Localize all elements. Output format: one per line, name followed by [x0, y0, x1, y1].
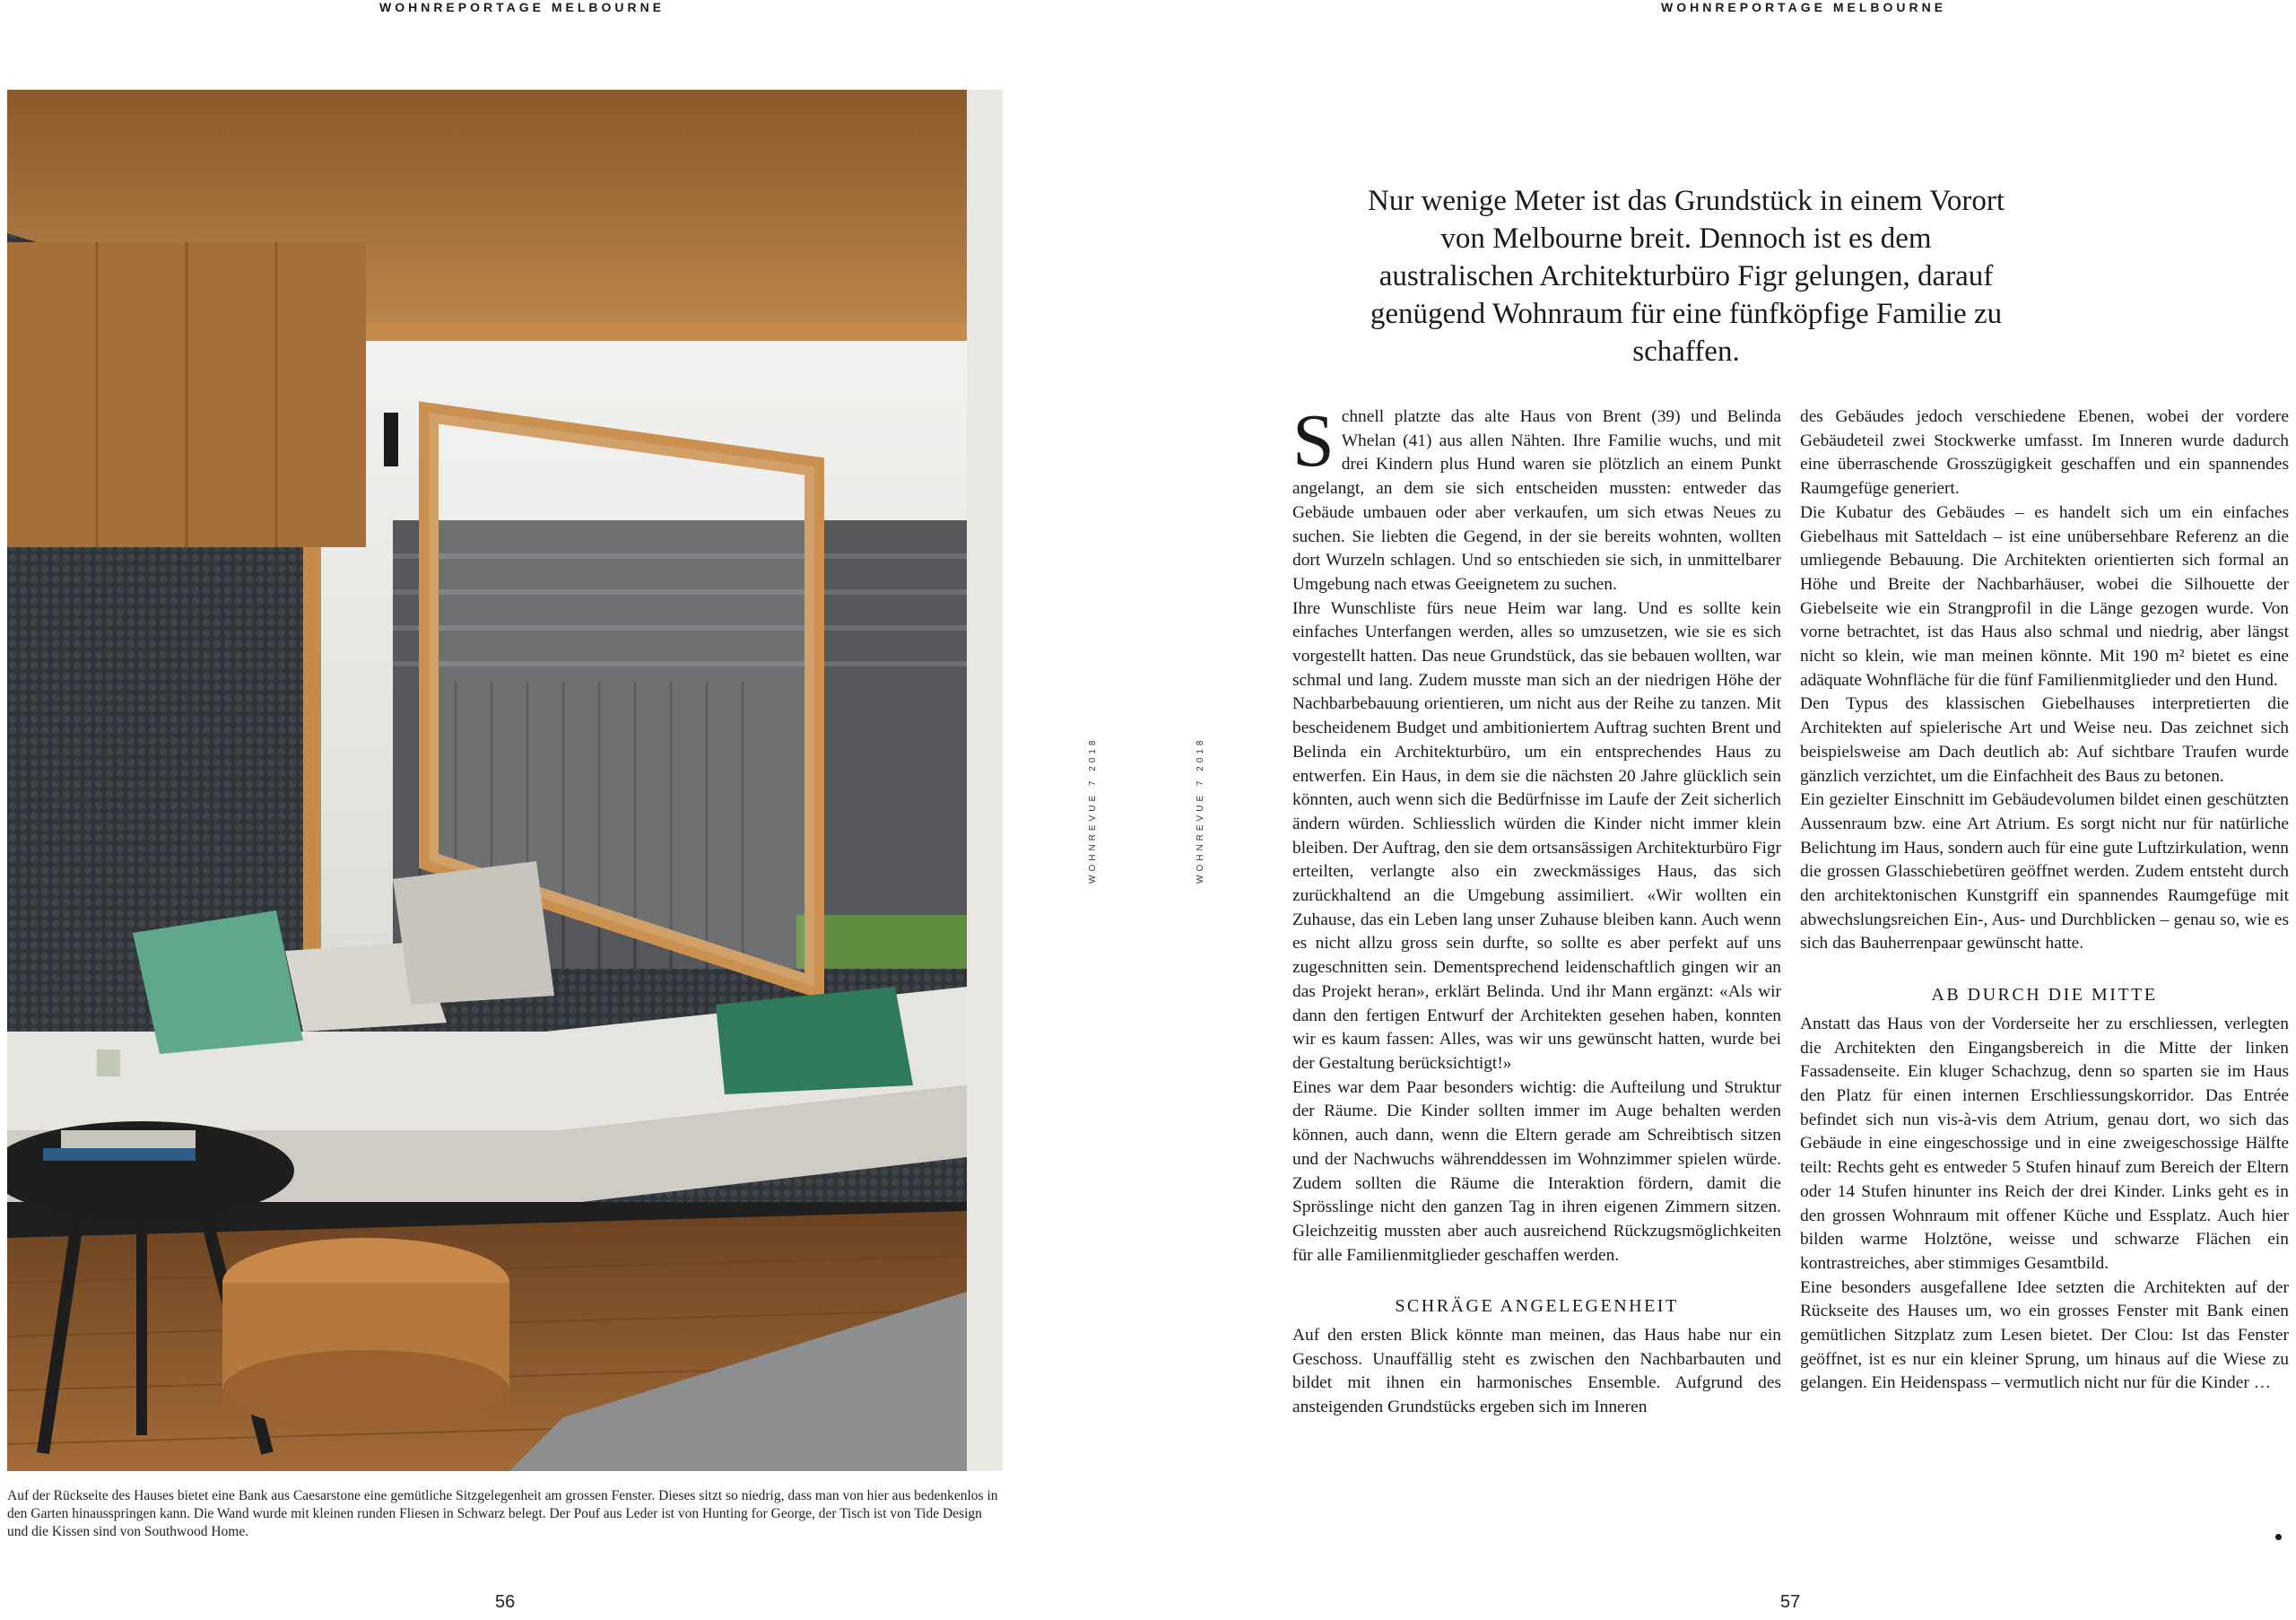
article-column-1 [1292, 399, 1781, 1420]
running-head-right: WOHNREPORTAGE MELBOURNE [1661, 0, 1947, 14]
paragraph-text: chnell platzte das alte Haus von Brent (39) und Belinda Whelan (41) aus allen Nähten. Ihre Familie wuchs, und mit drei Kindern plus Hund waren sie plötzlich an einem Punkt angelangt, an dem sie sich entscheiden mussten: entweder das Gebäude umbauen oder aber verkaufen, um sich etwas Neues zu suchen. Sie liebten die Gegend, in der sie bereits wohnten, wollten dort Wurzeln schlagen. Und so entschieden sie sich, in unmittelbarer Umgebung nach etwas Geeignetem zu suchen. [1292, 407, 1781, 594]
article-column-2 [1800, 405, 2289, 1396]
section-subhead: AB DURCH DIE MITTE [1931, 985, 2158, 1006]
article-paragraph: des Gebäudes jedoch verschiedene Ebenen, wobei der vordere Gebäudeteil zwei Stockwerke umfasst. Im Inneren wurde dadurch eine überraschende Grosszügigkeit geschaffen und ein spannendes Raumgefüge generiert. [1800, 407, 2289, 499]
page-number-left: 56 [495, 1592, 516, 1612]
end-mark [2275, 1534, 2282, 1540]
article-paragraph: Anstatt das Haus von der Vorderseite her zu erschliessen, verlegten die Architekten den Eingangsbereich in die Mitte der linken Fassadenseite. Ein kluger Schachzug, denn so sparten sie im Haus den Platz für einen internen Erschliessungskorridor. Das Entrée befindet sich nun vis-à-vis dem Atrium, genau dort, wo sich das Gebäude in eine eingeschossige und in eine zweigeschossige Hälfte teilt: Rechts geht es entweder 5 Stufen hinauf zum Bereich der Eltern oder 14 Stufen hinunter ins Reich der drei Kinder. Links geht es in den grossen Wohnraum mit offener Küche und Essplatz. Auch hier bilden warme Holztöne, weisse und schwarze Flächen ein kontrastreiches, aber stimmiges Gesamtbild. [1800, 1014, 2289, 1273]
running-head-left: WOHNREPORTAGE MELBOURNE [379, 0, 665, 14]
page-number-right: 57 [1780, 1592, 1801, 1612]
photo-caption: Auf der Rückseite des Hauses bietet eine Bank aus Caesarstone eine gemütliche Sitzgelegenheit am grossen Fenster. Dieses sitzt so niedrig, dass man von hier aus bedenkenlos in den Garten hinausspringen kann. Die Wand wurde mit kleinen runden Fliesen in Schwarz belegt. Der Pouf aus Leder ist von Hunting for George, der Tisch ist von Tide Design und die Kissen sind von Southwood Home. [7, 1488, 998, 1539]
drop-cap: S [1292, 399, 1335, 483]
section-subhead: SCHRÄGE ANGELEGENHEIT [1395, 1296, 1679, 1317]
article-paragraph: Eine besonders ausgefallene Idee setzten die Architekten auf der Rückseite des Hauses um, wo ein grosses Fenster mit Bank einen gemütlichen Sitzplatz zum Lesen bietet. Der Clou: Ist das Fenster geöffnet, ist es nur ein kleiner Sprung, um hinaus auf die Wiese zu gelangen. Ein Heidenspass – vermutlich nicht nur für die Kinder … [1800, 1277, 2289, 1393]
interior-photo [7, 90, 1003, 1471]
side-label-magazine-2: WOHNREVUE 7 2018 [1196, 736, 1205, 884]
article-paragraph: Die Kubatur des Gebäudes – es handelt sich um ein einfaches Giebelhaus mit Satteldach – ist eine unübersehbare Referenz an die umliegende Bebauung. Die Architekten orientierten sich formal an Höhe und Breite der Nachbarhäuser, wobei die Silhouette der Giebelseite wie ein Strangprofil in die Länge gezogen wurde. Von vorne betrachtet, ist das Haus also schmal und niedrig, aber längst nicht so klein, wie man meinen könnte. Mit 190 m² bietet es eine adäquate Wohnfläche für die fünf Familienmitglieder und den Hund. [1800, 502, 2289, 690]
side-label-magazine-1: WOHNREVUE 7 2018 [1088, 736, 1098, 884]
article-paragraph: Auf den ersten Blick könnte man meinen, das Haus habe nur ein Geschoss. Unauffällig steht es zwischen den Nachbarbauten und bildet mit ihnen ein harmonisches Ensemble. Aufgrund des ansteigenden Grundstücks ergeben sich im Inneren [1292, 1326, 1781, 1417]
article-paragraph: Den Typus des klassischen Giebelhauses interpretierten die Architekten auf spielerische Art und Weise neu. Das zeichnet sich beispielsweise am Dach deutlich ab: Auf sichtbare Traufen wurde gänzlich verzichtet, um die Einfachheit des Baus zu betonen. [1800, 694, 2289, 786]
intro-lead: Nur wenige Meter ist das Grundstück in einem Vorort von Melbourne breit. Dennoch ist es dem australischen Architekturbüro Figr gelungen, darauf genügend Wohnraum für eine fünfköpfige Familie zu schaffen. [1368, 185, 2005, 368]
article-paragraph: Eines war dem Paar besonders wichtig: die Aufteilung und Struktur der Räume. Die Kinder sollten immer im Auge behalten werden können, auch dann, wenn die Eltern gerade am Schreibtisch sitzen und der Nachwuchs währenddessen im Wohnzimmer spielen würde. Zudem sollten die Räume die Interaktion fördern, damit die Sprösslinge nicht den ganzen Tag in ihren eigenen Zimmern sitzen. Gleichzeitig mussten aber auch ausreichend Rückzugsmöglichkeiten für alle Familienmitglieder geschaffen werden. [1292, 1077, 1781, 1265]
article-paragraph [1292, 399, 1781, 597]
article-paragraph: Ihre Wunschliste fürs neue Heim war lang. Und es sollte kein einfaches Unterfangen werden, alles so umzusetzen, wie sie es sich vorgestellt hatten. Das neue Grundstück, das sie bebauen wollten, war schmal und lang. Zudem musste man sich an der niedrigen Höhe der Nachbarbebauung orientieren, um nicht aus der Reihe zu tanzen. Mit bescheidenem Budget und ambitioniertem Auftrag suchten Brent und Belinda ein Architekturbüro, um ein entsprechendes Haus zu entwerfen. Ein Haus, in dem sie die nächsten 20 Jahre glücklich sein könnten, auch wenn sich die Bedürfnisse im Laufe der Zeit sicherlich ändern würden. Schliesslich würden die Kinder nicht immer klein bleiben. Der Auftrag, den sie dem ortsansässigen Architekturbüro Figr erteilten, verlangte also ein zweckmässiges Haus, das sich zurückhaltend an die Umgebung assimiliert. «Wir wollten ein Zuhause, das ein Leben lang unser Zuhause bleiben kann. Auch wenn es nicht allzu gross sein durfte, so sollte es aber perfekt auf uns zugeschnitten sein. Dementsprechend leidenschaftlich gingen wir an das Projekt heran», erklärt Belinda. Und ihr Mann ergänzt: «Als wir dann den fertigen Entwurf der Architekten gesehen haben, konnten wir es kaum fassen: Alles, was wir uns gewünscht hatten, wurde bei der Gestaltung berücksichtigt!» [1292, 598, 1781, 1073]
article-paragraph: Ein gezielter Einschnitt im Gebäudevolumen bildet einen geschützten Aussenraum bzw. eine Art Atrium. Es sorgt nicht nur für natürliche Belichtung im Haus, sondern auch für eine gute Luftzirkulation, wenn die grossen Glasschiebetüren geöffnet werden. Zudem entsteht durch den architektonischen Kunstgriff ein spannendes Raumgefüge mit abwechslungsreichen Ein-, Aus- und Durchblicken – genau so, wie es sich das Bauherrenpaar gewünscht hatte. [1800, 790, 2289, 954]
